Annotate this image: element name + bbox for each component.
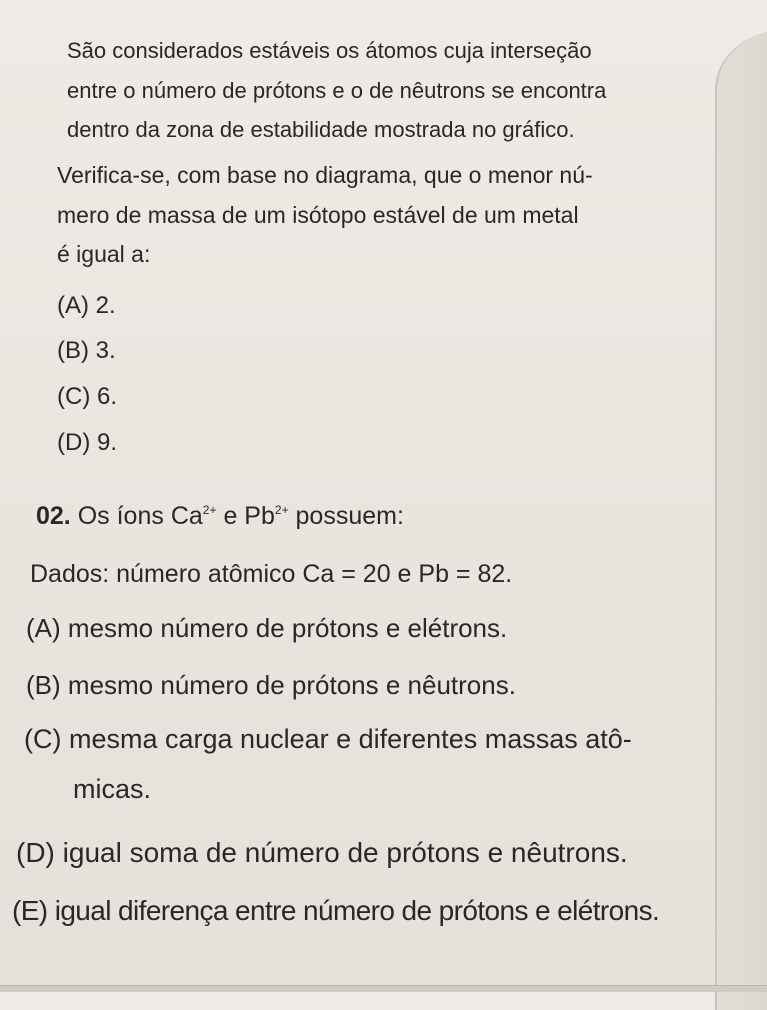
- q1-option-b-text: 3.: [95, 337, 116, 364]
- q2-option-b-label: (B): [26, 670, 61, 700]
- q2-option-a-label: (A): [26, 613, 61, 643]
- q2-option-e-label: (E): [12, 895, 48, 926]
- q1-option-b[interactable]: [57, 337, 116, 365]
- q1-option-a[interactable]: [57, 292, 116, 320]
- q1-option-b-label: (B): [57, 337, 89, 364]
- q2-option-d-label: (D): [16, 837, 55, 868]
- q2-ion2: $Pb^{2+}$: [244, 502, 289, 530]
- page-bottom-edge: [0, 985, 767, 992]
- q2-option-d-text: igual soma de número de prótons e nêutrons.: [62, 837, 628, 868]
- q2-option-e-text: igual diferença entre número de prótons e elétrons.: [54, 895, 660, 926]
- q1-intro-line-3: dentro da zona de estabilidade mostrada no gráfico.: [67, 117, 575, 142]
- q2-ion1: $Ca^{2+}$: [170, 502, 217, 530]
- q2-option-c-label: (C): [24, 724, 62, 754]
- q1-option-d[interactable]: [57, 429, 117, 457]
- q2-stem-start: Os íons: [77, 502, 164, 530]
- q2-option-c[interactable]: [24, 724, 632, 755]
- q2-option-e[interactable]: [12, 895, 659, 927]
- q2-option-d[interactable]: [16, 837, 628, 869]
- q2-option-c-continuation: micas.: [73, 774, 152, 804]
- q1-option-a-text: 2.: [95, 292, 116, 319]
- page-curl: [715, 30, 767, 1010]
- q2-option-b[interactable]: [26, 670, 516, 701]
- q1-option-c-label: (C): [57, 383, 91, 410]
- q2-stem: [36, 502, 404, 531]
- q2-conj: e: [223, 502, 238, 530]
- q2-data-line: Dados: número atômico Ca = 20 e Pb = 82.: [30, 560, 513, 588]
- q1-prompt-line-2: mero de massa de um isótopo estável de um metal: [57, 202, 579, 228]
- q1-option-d-label: (D): [57, 429, 91, 456]
- q1-intro-line-2: entre o número de prótons e o de nêutrons se encontra: [67, 78, 607, 103]
- q2-option-c-text: mesma carga nuclear e diferentes massas atô-: [69, 724, 632, 754]
- q2-stem-end: possuem:: [295, 502, 404, 530]
- q1-option-c[interactable]: [57, 383, 117, 411]
- q2-number: 02.: [36, 502, 71, 530]
- q1-option-d-text: 9.: [97, 429, 118, 456]
- q1-intro-line-1: São considerados estáveis os átomos cuja interseção: [67, 38, 592, 63]
- q2-option-b-text: mesmo número de prótons e nêutrons.: [67, 670, 516, 700]
- q1-prompt-line-3: é igual a:: [57, 241, 151, 267]
- q2-option-a[interactable]: [26, 613, 507, 644]
- q1-option-c-text: 6.: [97, 383, 118, 410]
- q1-prompt-line-1: Verifica-se, com base no diagrama, que o menor nú-: [57, 162, 593, 188]
- q2-option-a-text: mesmo número de prótons e elétrons.: [67, 613, 508, 643]
- q1-option-a-label: (A): [57, 292, 89, 319]
